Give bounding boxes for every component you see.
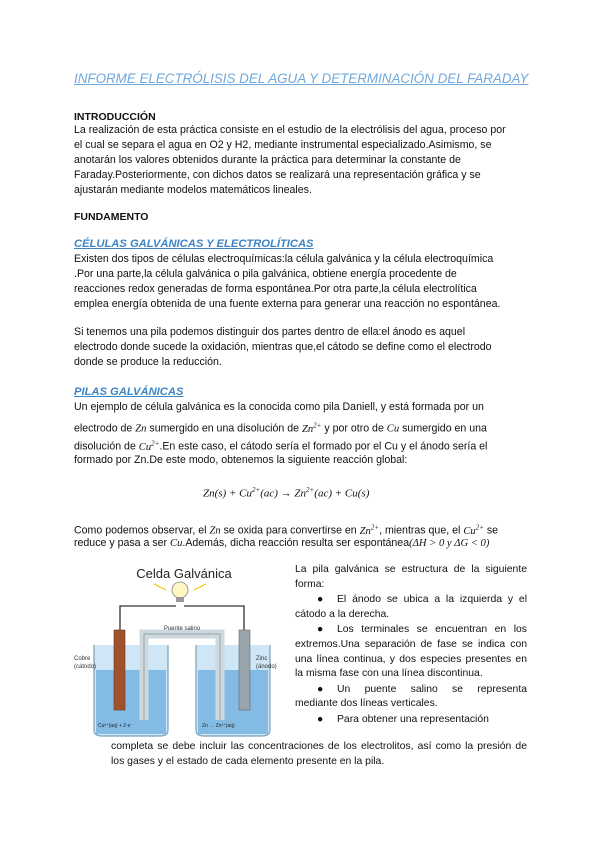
intro-line: Faraday.Posteriormente, con dichos datos se realizará una representación gráfica y se [74,169,481,181]
pilas-line-4: formado por Zn.De este modo, obtenemos la siguiente reacción global: [74,454,408,466]
svg-text:Zinc: Zinc [256,656,268,662]
document-title: INFORME ELECTRÓLISIS DEL AGUA Y DETERMINACIÓN DEL FARADAY [74,71,529,86]
text-line: Si tenemos una pila podemos distinguir dos partes dentro de ella:el ánodo es aquel [74,326,466,338]
celulas-paragraph-1 [74,252,527,312]
intro-line: el cual se separa el agua en O2 y H2, mediante instrumental especializado.Asimismo, se [74,139,492,151]
text: sumergido en una disolución de [149,422,300,435]
svg-text:Cu²⁺(aq) + 2 e⁻: Cu²⁺(aq) + 2 e⁻ [98,723,133,729]
salt-bridge-label: Puente salino [163,626,201,632]
structure-continuation: completa se debe incluir las concentraciones de los electrolitos, así como la presión de los gases y el estado de cada elemento presente en la pila. [111,741,527,767]
pilas-line-1: Un ejemplo de célula galvánica es la conocida como pila Daniell, y está formada por un [74,401,484,413]
text-line: Existen dos tipos de células electroquímicas:la célula galvánica y la célula electroquímica [74,253,494,265]
intro-paragraph [74,123,527,198]
text-line: .Por una parte,la célula galvánica o pila galvánica, obtiene energía procedente de [74,268,457,280]
celulas-heading: CÉLULAS GALVÁNICAS Y ELECTROLÍTICAS [74,238,314,250]
pilas-line-3 [74,436,487,455]
svg-text:Cobre: Cobre [74,656,91,662]
text: .En este caso, el cátodo sería el formado por el Cu y el ánodo sería el [159,440,488,453]
intro-line: anotarán los valores obtenidos durante la práctica para determinar la constante de [74,154,461,166]
pilas-heading: PILAS GALVÁNICAS [74,386,184,398]
zinc-electrode [239,630,250,710]
structure-bullet: ● Los terminales se encuentran en los extremos.Una separación de fase se indica con una línea continua, y dos especies presentes en la misma fase con una línea discontinua. [295,624,527,680]
galvanic-cell-figure [72,560,292,740]
fundamento-heading: FUNDAMENTO [74,211,149,223]
formula-cu: Cu [386,423,400,435]
structure-bullet: ● El ánodo se ubica a la izquierda y el cátodo a la derecha. [295,594,527,620]
global-reaction-equation: $Zn(s) + Cu^{2+}(ac) \to Zn^{2+}(ac) + Cu(s)$ [203,486,370,500]
text: electrodo de [74,422,133,435]
formula-cu-ion: $Cu^{2+}$ [138,439,160,453]
text-line: electrodo donde sucede la oxidación, mientras que,el cátodo se define como el electrodo [74,341,492,353]
intro-heading: INTRODUCCIÓN [74,111,156,123]
celulas-paragraph-2 [74,325,527,370]
pilas-line-2 [74,418,487,437]
text: y por otro de [324,422,384,435]
structure-intro: La pila galvánica se estructura de la siguiente forma: [295,564,527,590]
after-line-2: reduce y pasa a ser Cu.Además, dicha reacción resulta ser espontánea(ΔH > 0 y ΔG < 0) [74,537,490,549]
structure-bullet: ● Para obtener una representación [317,713,489,725]
structure-bullet: ● Un puente salino se representa mediante dos líneas verticales. [295,683,527,710]
intro-line: ajustarán mediante modelos matemáticos lineales. [74,184,312,196]
text-line: emplea energía obtenida de una fuente externa para generar una reacción no espontánea. [74,298,501,310]
svg-text:(ánodo): (ánodo) [256,664,277,670]
formula-zn-ion: $Zn^{2+}$ [301,421,322,435]
figure-title: Celda Galvánica [136,566,232,581]
text-line: donde se produce la reducción. [74,356,222,368]
text-line: reacciones redox generadas de forma espontánea.Por otra parte,la célula electrolítica [74,283,477,295]
text: sumergido en una [402,422,487,435]
after-line-1: Como podemos observar, el Zn se oxida para convertirse en $Zn^{2+}$, mientras que, el $Cu^{2+}$ se [74,523,499,537]
bulb-icon [172,582,188,598]
svg-text:(cátodo): (cátodo) [74,664,97,670]
text: disolución de [74,440,136,453]
galvanic-cell-illustration [72,560,292,740]
structure-column [295,563,527,728]
formula-zn: Zn [135,423,147,435]
svg-text:Zn → Zn²⁺(aq): Zn → Zn²⁺(aq) [202,723,235,729]
intro-line: La realización de esta práctica consiste en el estudio de la electrólisis del agua, proceso por [74,124,506,136]
copper-electrode [114,630,125,710]
